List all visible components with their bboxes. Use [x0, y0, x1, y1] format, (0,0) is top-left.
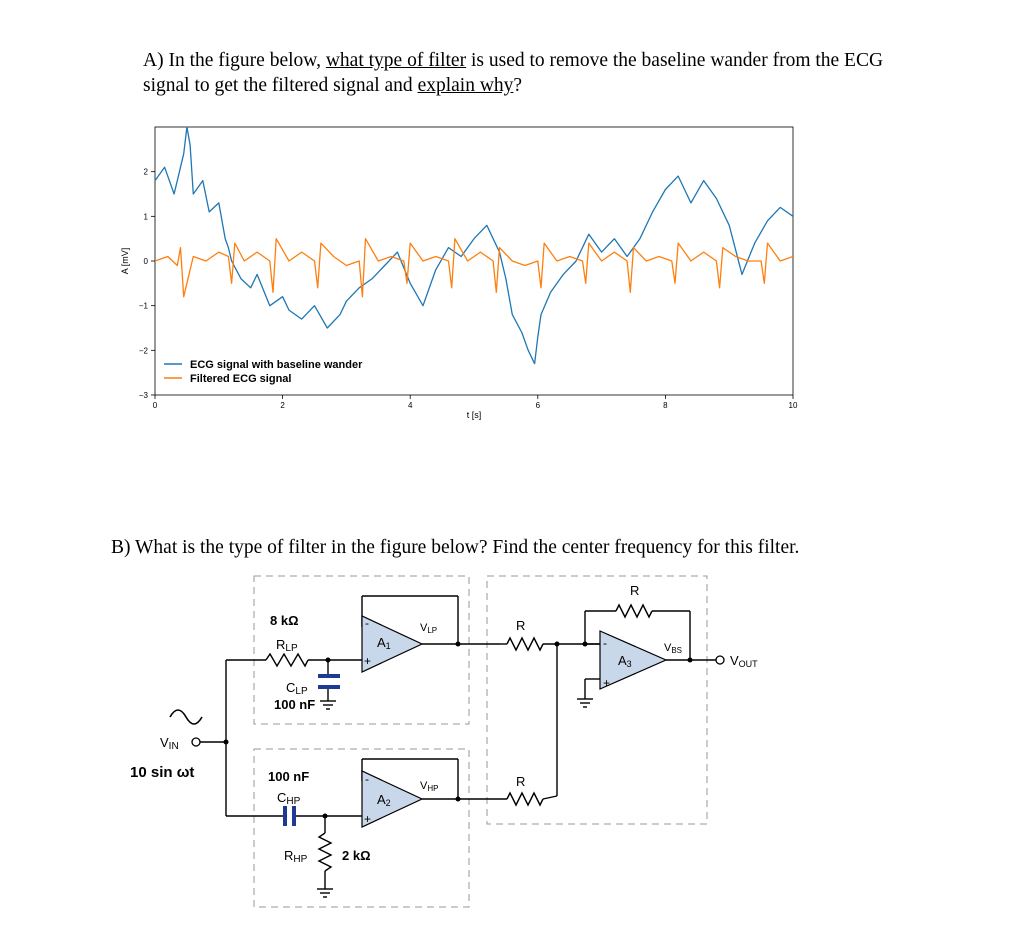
emphasis-filter-type: what type of filter [325, 50, 467, 71]
ground-icon [577, 699, 593, 707]
junction-dot [224, 740, 229, 745]
ground-icon [320, 701, 336, 709]
x-tick-label: 2 [280, 401, 285, 410]
rhp-label: RHP [284, 848, 308, 865]
junction-dot [555, 642, 560, 647]
resistor-rhp [319, 833, 331, 871]
resistor-rlp [266, 654, 308, 666]
a3-plus: + [603, 676, 611, 690]
clp-label: CLP [286, 680, 308, 697]
junction-dot [688, 658, 693, 663]
y-tick-label: −1 [138, 301, 148, 311]
y-tick-label: −2 [138, 346, 148, 356]
question-b: B) What is the type of filter in the figure below? Find the center frequency for this filter. [111, 537, 800, 558]
resistor-bottom [507, 793, 543, 805]
wire-rbottom-to-node [543, 796, 557, 799]
junction-dot [323, 814, 328, 819]
chp-value: 100 nF [268, 769, 310, 784]
legend-label-ecg: ECG signal with baseline wander [190, 359, 363, 371]
x-tick-label: 6 [535, 401, 541, 410]
question-a-line2: signal to get the filtered signal and explain why? [143, 75, 523, 96]
question-a-line1: A) In the figure below, what type of filter is used to remove the baseline wander from the ECG [143, 50, 884, 71]
junction-dot [456, 797, 461, 802]
vhp-label: VHP [420, 780, 439, 793]
x-tick-label: 10 [788, 401, 798, 410]
r-top-label: R [630, 583, 640, 598]
r-bottom-label: R [516, 774, 526, 789]
x-axis-label: t [s] [466, 410, 482, 420]
vin-amplitude: 10 sin ωt [130, 764, 195, 781]
junction-dot [456, 642, 461, 647]
y-tick-label: 0 [143, 257, 148, 266]
y-tick-label: −3 [138, 391, 148, 400]
a2-plus: + [364, 812, 372, 826]
emphasis-explain-why: explain why [417, 75, 514, 96]
vout-label: VOUT [730, 653, 758, 669]
a3-label: A3 [618, 653, 632, 669]
rlp-value: 8 kΩ [270, 613, 299, 628]
legend-label-filtered: Filtered ECG signal [190, 373, 292, 385]
circuit-diagram [0, 571, 1024, 931]
chp-label: CHP [277, 790, 301, 807]
a3-minus: - [603, 636, 607, 650]
y-tick-label: 1 [143, 212, 148, 222]
vin-label: VIN [160, 735, 179, 752]
question-a [143, 48, 1003, 98]
ground-icon [317, 889, 333, 897]
x-tick-label: 0 [152, 401, 158, 410]
vlp-label: VLP [420, 622, 438, 635]
ecg-chart [0, 110, 1024, 550]
plot-area [155, 127, 793, 395]
resistor-top [616, 605, 652, 617]
x-tick-label: 4 [407, 401, 413, 410]
a1-label: A1 [377, 635, 391, 651]
y-axis-label: A [mV] [120, 247, 130, 275]
clp-value: 100 nF [274, 697, 316, 712]
r-mid-label: R [516, 618, 526, 633]
junction-dot [583, 642, 588, 647]
resistor-mid [507, 638, 543, 650]
capacitor-chp [283, 806, 296, 826]
rlp-label: RLP [276, 637, 298, 654]
y-tick-label: 2 [143, 167, 148, 177]
vbs-label: VBS [664, 642, 683, 655]
a1-minus: - [365, 616, 369, 630]
capacitor-clp [318, 674, 340, 689]
a1-plus: + [364, 654, 372, 668]
sine-wave-icon [170, 710, 202, 724]
rhp-value: 2 kΩ [342, 848, 371, 863]
a2-minus: - [365, 772, 369, 786]
vin-terminal [192, 738, 200, 746]
x-tick-label: 8 [663, 401, 668, 410]
junction-dot [326, 658, 331, 663]
a2-label: A2 [377, 792, 391, 808]
vout-terminal [716, 656, 724, 664]
